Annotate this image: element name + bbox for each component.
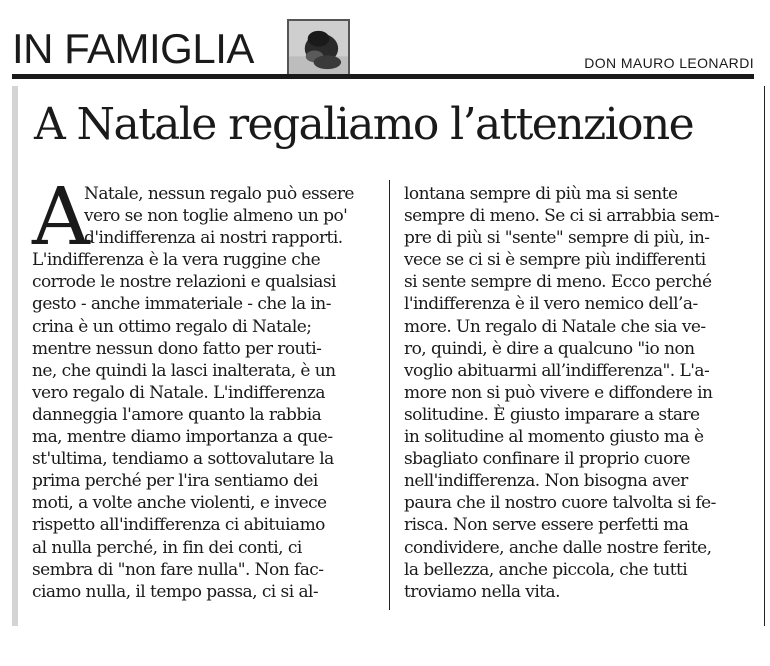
text-line: more non si può vivere e diffondere in — [404, 382, 713, 403]
text-line: sbagliato confinare il proprio cuore — [404, 449, 690, 470]
text-line: L'indifferenza è la vera ruggine che — [32, 250, 321, 271]
text-line: mentre nessun dono fatto per routi- — [32, 338, 322, 359]
header-rule — [12, 74, 754, 79]
drop-cap: A — [32, 170, 90, 263]
text-line: lontana sempre di più ma si sente — [404, 184, 678, 204]
text-line: d'indifferenza ai nostri rapporti. — [84, 228, 343, 249]
text-line: al nulla perché, in fin dei conti, ci — [32, 537, 302, 558]
text-line: vece se ci si è sempre più indifferenti — [404, 250, 706, 271]
author-photo-icon — [289, 21, 348, 76]
text-line: vero se non toglie almeno un po' — [84, 206, 348, 227]
text-line: vero regalo di Natale. L'indifferenza — [32, 382, 325, 403]
author-name: DON MAURO LEONARDI — [584, 55, 754, 71]
text-line: si sente sempre di meno. Ecco perché — [404, 272, 712, 293]
text-line: prima perché per l'ira sentiamo dei — [32, 471, 318, 492]
text-line: ma, mentre diamo importanza a que- — [32, 427, 333, 448]
text-line: corrode le nostre relazioni e qualsiasi — [32, 272, 336, 293]
text-line: rispetto all'indifferenza ci abituiamo — [32, 515, 325, 536]
text-line: crina è un ottimo regalo di Natale; — [32, 316, 312, 337]
text-line: risca. Non serve essere perfetti ma — [404, 515, 689, 536]
right-rule — [764, 86, 765, 626]
text-line: voglio abituarmi all’indifferenza". L'a- — [404, 360, 710, 381]
text-line: l'indifferenza è il vero nemico dell’a- — [404, 294, 698, 315]
text-line: condividere, anche dalle nostre ferite, — [404, 537, 712, 558]
text-line: troviamo nella vita. — [404, 581, 560, 602]
text-line: sembra di "non fare nulla". Non fac- — [32, 559, 324, 580]
author-photo — [287, 19, 350, 78]
text-line: moti, a volte anche violenti, e invece — [32, 493, 327, 514]
text-line: danneggia l'amore quanto la rabbia — [32, 404, 322, 425]
section-label: IN FAMIGLIA — [12, 25, 254, 72]
article-headline: A Natale regaliamo l’attenzione — [34, 99, 694, 150]
text-line: solitudine. È giusto imparare a stare — [404, 404, 700, 425]
text-line: in solitudine al momento giusto ma è — [404, 427, 704, 448]
text-line: more. Un regalo di Natale che sia ve- — [404, 316, 706, 337]
article-column-right — [404, 183, 756, 603]
text-line: gesto - anche immateriale - che la in- — [32, 294, 331, 315]
text-line: st'ultima, tendiamo a sottovalutare la — [32, 449, 334, 470]
text-line: ne, che quindi la lasci inalterata, è un — [32, 360, 336, 381]
text-line: pre di più si "sente" sempre di più, in- — [404, 228, 710, 249]
article-column-left — [32, 170, 382, 603]
text-line: sempre di meno. Se ci si arrabbia sem- — [404, 206, 720, 227]
column-divider — [389, 180, 390, 610]
text-line: nell'indifferenza. Non bisogna aver — [404, 471, 688, 492]
text-line: paura che il nostro cuore talvolta si fe- — [404, 493, 716, 514]
text-line: ciamo nulla, il tempo passa, ci si al- — [32, 581, 319, 602]
text-line: Natale, nessun regalo può essere — [84, 184, 354, 204]
text-line: la bellezza, anche piccola, che tutti — [404, 559, 688, 580]
side-rule — [12, 86, 18, 626]
text-line: ro, quindi, è dire a qualcuno "io non — [404, 338, 695, 359]
